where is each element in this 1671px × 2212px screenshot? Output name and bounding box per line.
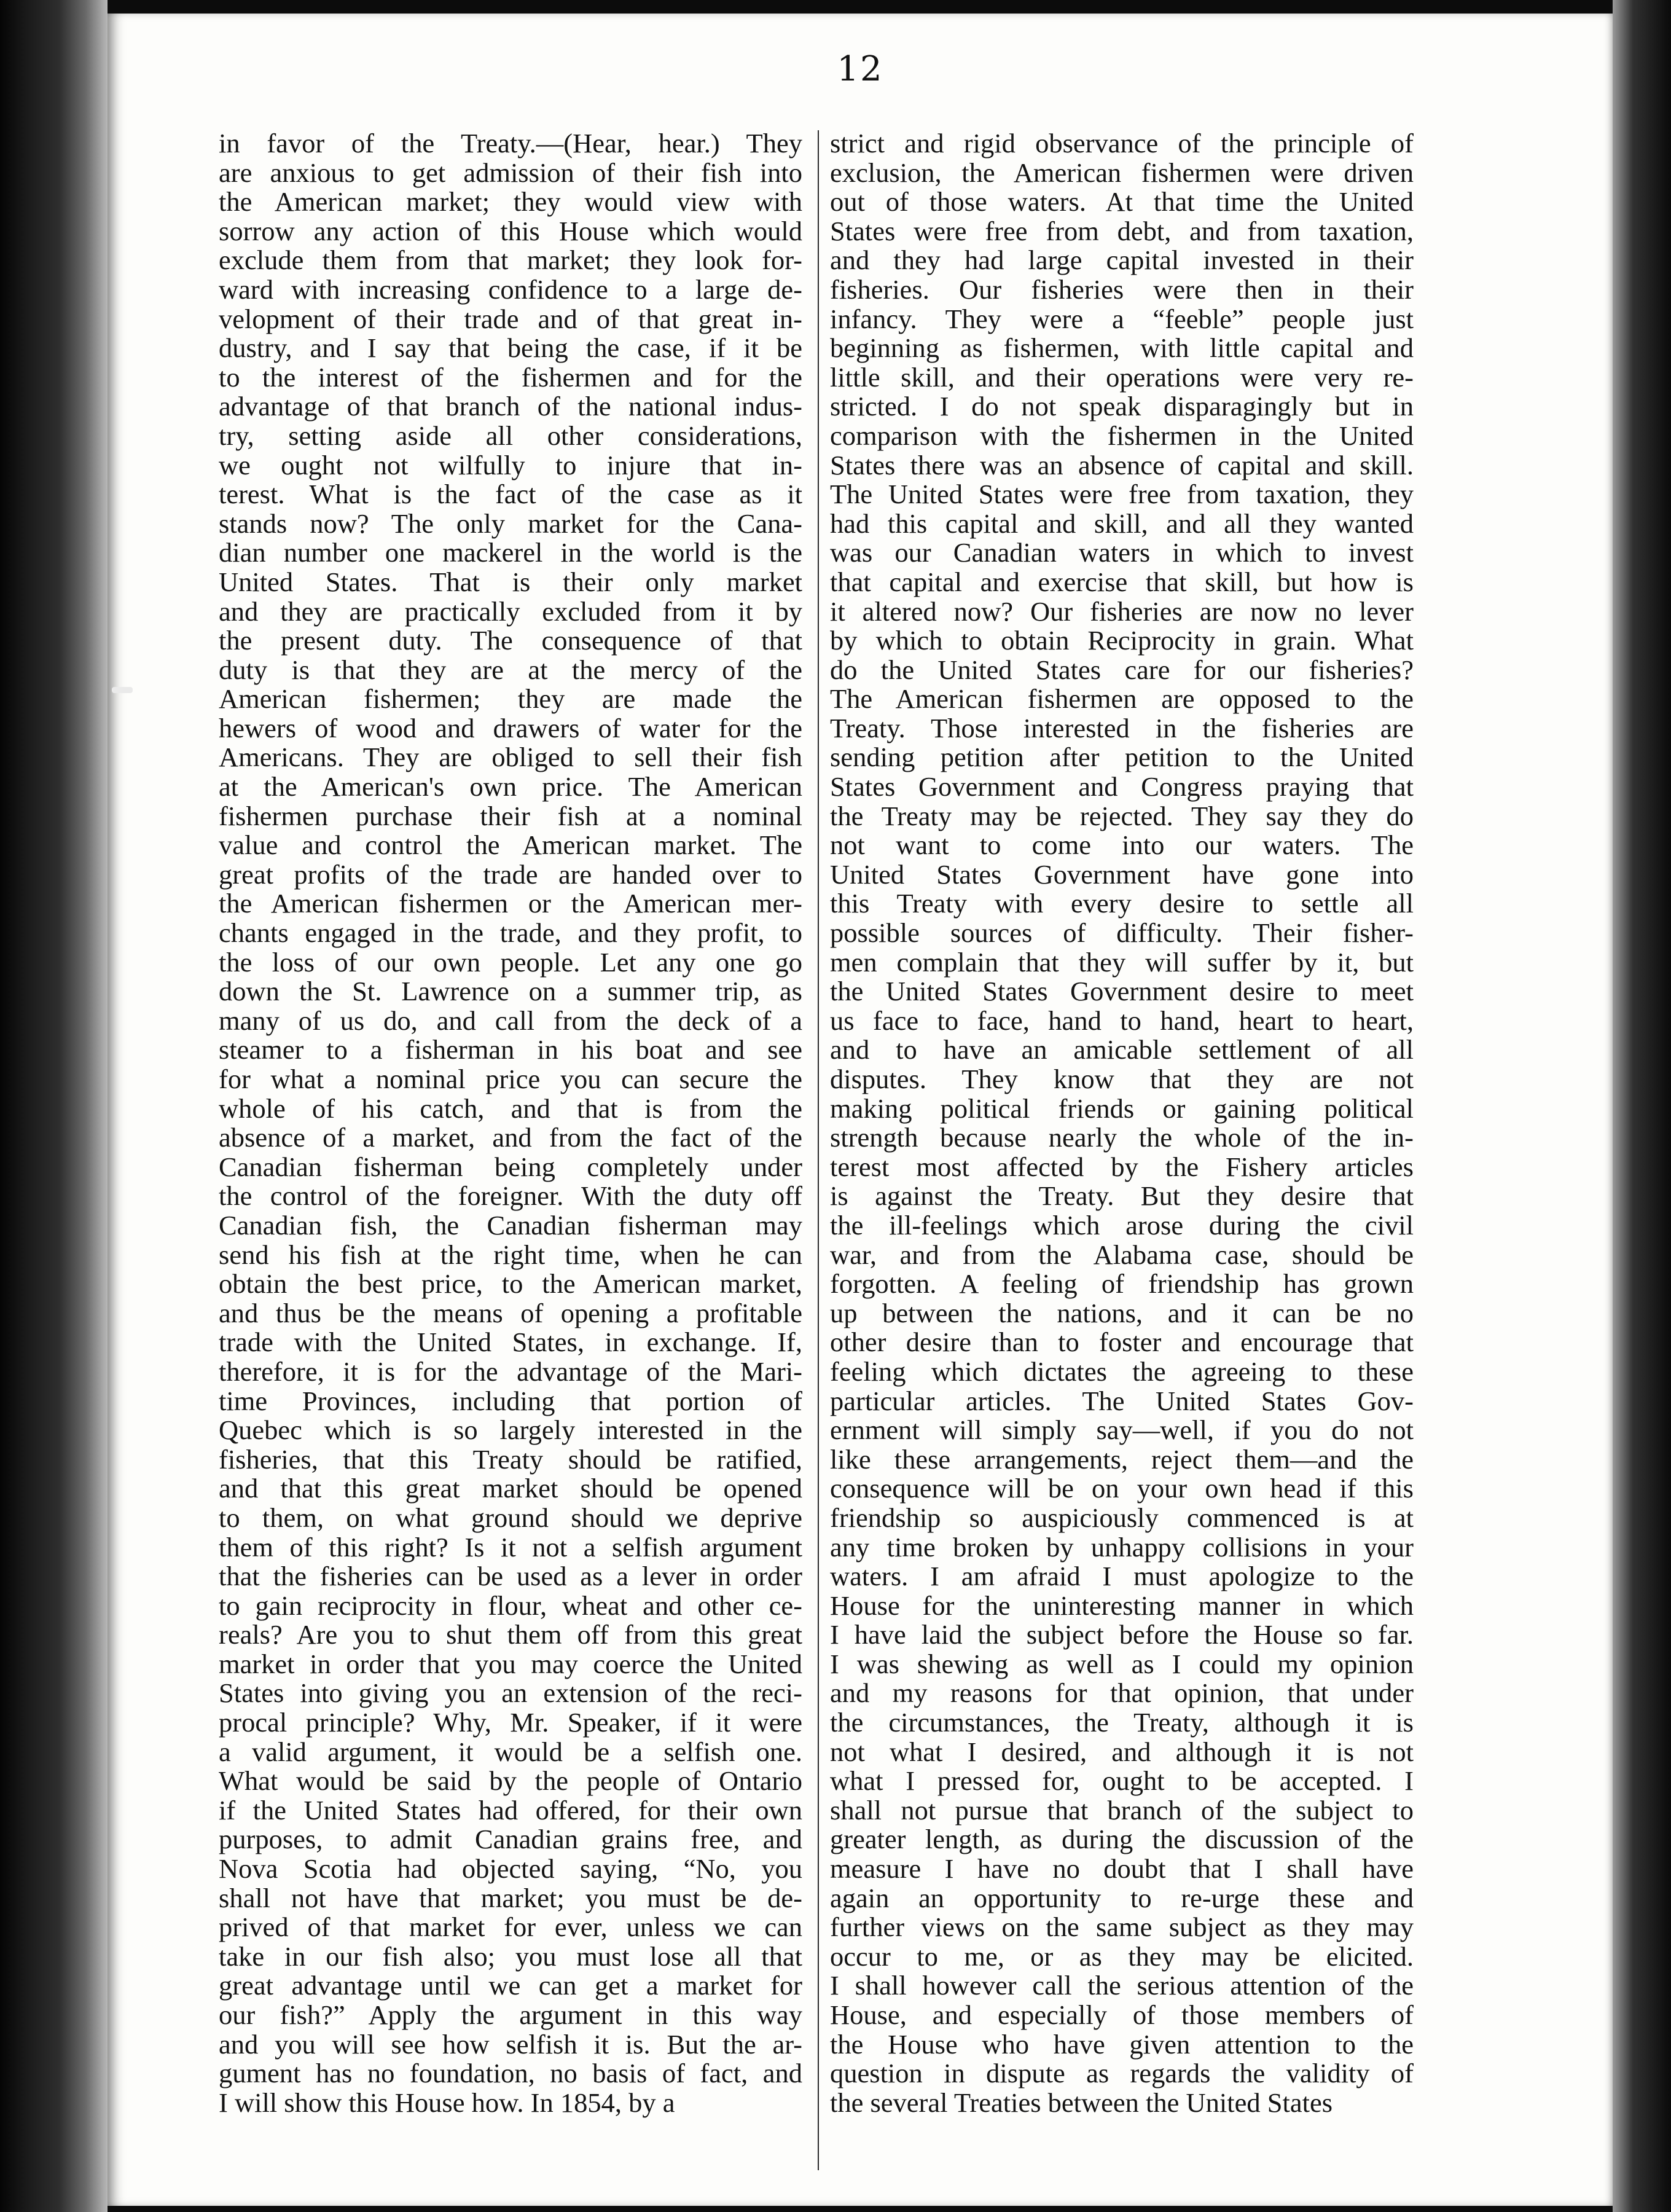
text-line: chants engaged in the trade, and they profit, to	[219, 917, 802, 949]
text-line: exclusion, the American fishermen were driven	[830, 157, 1414, 188]
text-line: men complain that they will suffer by it, but	[830, 946, 1414, 978]
text-line: like these arrangements, reject them—and the	[830, 1443, 1414, 1475]
text-line: sorrow any action of this House which would	[219, 215, 802, 246]
text-line: procal principle? Why, Mr. Speaker, if it were	[219, 1707, 802, 1738]
text-line: particular articles. The United States Gov-	[830, 1385, 1414, 1416]
text-line: take in our fish also; you must lose all that	[219, 1940, 802, 1972]
text-line: exclude them from that market; they look for-	[219, 245, 802, 276]
text-line: that the fisheries can be used as a lever in order	[219, 1561, 802, 1592]
text-line: friendship so auspiciously commenced is at	[830, 1502, 1414, 1533]
text-line: feeling which dictates the agreeing to these	[830, 1355, 1414, 1387]
text-line: absence of a market, and from the fact of the	[219, 1122, 802, 1153]
text-line: and thus be the means of opening a profitable	[219, 1297, 802, 1328]
text-line: fisheries, that this Treaty should be ratified,	[219, 1443, 802, 1475]
text-line: waters. I am afraid I must apologize to the	[830, 1561, 1414, 1592]
text-line: other desire than to foster and encourage that	[830, 1327, 1414, 1358]
text-line: do the United States care for our fisheries?	[830, 654, 1414, 685]
text-line: United States. That is their only market	[219, 566, 802, 597]
text-line: we ought not wilfully to injure that in-	[219, 449, 802, 480]
text-line: and my reasons for that opinion, that under	[830, 1677, 1414, 1709]
text-line: and that this great market should be opened	[219, 1473, 802, 1504]
text-line: ernment will simply say—well, if you do not	[830, 1414, 1414, 1446]
text-line: send his fish at the right time, when he can	[219, 1239, 802, 1270]
text-line: the United States Government desire to meet	[830, 976, 1414, 1007]
text-line: States were free from debt, and from taxation,	[830, 215, 1414, 246]
text-line: them of this right? Is it not a selfish argument	[219, 1531, 802, 1563]
text-line: The United States were free from taxation, they	[830, 479, 1414, 510]
text-line: I will show this House how. In 1854, by a	[219, 2087, 675, 2118]
text-line: any time broken by unhappy collisions in your	[830, 1531, 1414, 1563]
text-line: the circumstances, the Treaty, although it is	[830, 1707, 1414, 1738]
text-line: hewers of wood and drawers of water for the	[219, 712, 802, 743]
text-line: and they are practically excluded from it by	[219, 595, 802, 627]
text-line: the several Treaties between the United States	[830, 2087, 1333, 2118]
text-line: measure I have no doubt that I shall have	[830, 1853, 1414, 1885]
text-line: I have laid the subject before the House so far.	[830, 1619, 1414, 1650]
text-line: terest. What is the fact of the case as it	[219, 479, 802, 510]
text-line: many of us do, and call from the deck of a	[219, 1005, 802, 1036]
text-line: to them, on what ground should we deprive	[219, 1502, 802, 1533]
text-line: again an opportunity to re-urge these and	[830, 1882, 1414, 1913]
text-line: consequence will be on your own head if this	[830, 1473, 1414, 1504]
text-line: and they had large capital invested in their	[830, 245, 1414, 276]
text-line: in favor of the Treaty.—(Hear, hear.) They	[219, 129, 802, 159]
text-line: possible sources of difficulty. Their fisher-	[830, 917, 1414, 949]
text-line: the American fishermen or the American mer-	[219, 888, 802, 919]
text-line: great advantage until we can get a market for	[219, 1970, 802, 2001]
text-line: occur to me, or as they may be elicited.	[830, 1940, 1414, 1972]
text-line: disputes. They know that they are not	[830, 1064, 1414, 1094]
text-line: this Treaty with every desire to settle all	[830, 888, 1414, 919]
text-line: to gain reciprocity in flour, wheat and other ce-	[219, 1590, 802, 1621]
text-line: market in order that you may coerce the United	[219, 1648, 802, 1679]
text-line: reals? Are you to shut them off from this great	[219, 1619, 802, 1650]
text-line: question in dispute as regards the validity of	[830, 2058, 1414, 2089]
text-line: up between the nations, and it can be no	[830, 1297, 1414, 1328]
text-line: and to have an amicable settlement of all	[830, 1034, 1414, 1065]
left-column	[219, 129, 802, 2175]
page-number: 12	[837, 49, 883, 89]
column-divider	[818, 130, 819, 2170]
text-line: at the American's own price. The American	[219, 771, 802, 802]
text-line: is against the Treaty. But they desire that	[830, 1180, 1414, 1212]
text-line: our fish?” Apply the argument in this way	[219, 1999, 802, 2030]
text-line: forgotten. A feeling of friendship has grown	[830, 1268, 1414, 1300]
text-line: the House who have given attention to the	[830, 2028, 1414, 2060]
text-line: House, and especially of those members of	[830, 1999, 1414, 2030]
text-line: Nova Scotia had objected saying, “No, you	[219, 1853, 802, 1885]
text-line: infancy. They were a “feeble” people just	[830, 303, 1414, 334]
text-line: gument has no foundation, no basis of fact, and	[219, 2058, 802, 2089]
text-line: if the United States had offered, for their own	[219, 1794, 802, 1826]
text-line: States Government and Congress praying that	[830, 771, 1414, 802]
text-line: whole of his catch, and that is from the	[219, 1092, 802, 1124]
text-line: further views on the same subject as they may	[830, 1912, 1414, 1943]
text-line: greater length, as during the discussion of the	[830, 1824, 1414, 1855]
text-line: velopment of their trade and of that great in-	[219, 303, 802, 334]
text-line: the ill-feelings which arose during the civil	[830, 1209, 1414, 1241]
text-line: I was shewing as well as I could my opinion	[830, 1648, 1414, 1679]
text-line: What would be said by the people of Ontario	[219, 1765, 802, 1797]
text-line: war, and from the Alabama case, should be	[830, 1239, 1414, 1270]
text-line: value and control the American market. The	[219, 830, 802, 861]
text-line: obtain the best price, to the American market,	[219, 1268, 802, 1300]
text-line: strength because nearly the whole of the in-	[830, 1122, 1414, 1153]
text-line: Canadian fish, the Canadian fisherman may	[219, 1209, 802, 1241]
text-line: not what I desired, and although it is not	[830, 1736, 1414, 1767]
text-line: great profits of the trade are handed over to	[219, 858, 802, 890]
text-line: down the St. Lawrence on a summer trip, as	[219, 976, 802, 1007]
text-line: prived of that market for ever, unless we can	[219, 1912, 802, 1943]
text-line: making political friends or gaining political	[830, 1092, 1414, 1124]
text-line: are anxious to get admission of their fish into	[219, 157, 802, 188]
text-line: that capital and exercise that skill, but how is	[830, 566, 1414, 597]
text-line: the American market; they would view with	[219, 186, 802, 218]
text-line: therefore, it is for the advantage of the Mari-	[219, 1355, 802, 1387]
text-line: shall not have that market; you must be de-	[219, 1882, 802, 1913]
scan-left-border	[0, 0, 108, 2212]
text-line: steamer to a fisherman in his boat and see	[219, 1034, 802, 1065]
right-column	[830, 129, 1414, 2175]
text-line: out of those waters. At that time the United	[830, 186, 1414, 218]
text-line: the loss of our own people. Let any one go	[219, 946, 802, 978]
text-line: strict and rigid observance of the principle of	[830, 129, 1414, 159]
scan-artifact	[112, 687, 133, 693]
text-line: States there was an absence of capital and skill.	[830, 449, 1414, 480]
text-line: little skill, and their operations were very re-	[830, 361, 1414, 393]
text-line: duty is that they are at the mercy of the	[219, 654, 802, 685]
text-line: stricted. I do not speak disparagingly but in	[830, 391, 1414, 422]
text-line: purposes, to admit Canadian grains free, and	[219, 1824, 802, 1855]
text-line: and you will see how selfish it is. But the ar-	[219, 2028, 802, 2060]
text-line: terest most affected by the Fishery articles	[830, 1151, 1414, 1182]
text-line: Quebec which is so largely interested in the	[219, 1414, 802, 1446]
text-line: was our Canadian waters in which to invest	[830, 537, 1414, 568]
text-line: trade with the United States, in exchange. If,	[219, 1327, 802, 1358]
text-line: try, setting aside all other considerations,	[219, 420, 802, 451]
text-line: Canadian fisherman being completely under	[219, 1151, 802, 1182]
text-line: dustry, and I say that being the case, if it be	[219, 332, 802, 364]
text-line: shall not pursue that branch of the subject to	[830, 1794, 1414, 1826]
text-line: House for the uninteresting manner in which	[830, 1590, 1414, 1621]
text-line: States into giving you an extension of the reci-	[219, 1677, 802, 1709]
text-line: to the interest of the fishermen and for the	[219, 361, 802, 393]
text-line: the Treaty may be rejected. They say they do	[830, 800, 1414, 831]
text-line: it altered now? Our fisheries are now no lever	[830, 595, 1414, 627]
text-line: stands now? The only market for the Cana-	[219, 508, 802, 539]
text-line: Treaty. Those interested in the fisheries are	[830, 712, 1414, 743]
text-line: the present duty. The consequence of that	[219, 625, 802, 656]
scan-right-border	[1613, 0, 1671, 2212]
text-line: American fishermen; they are made the	[219, 683, 802, 715]
text-line: had this capital and skill, and all they wanted	[830, 508, 1414, 539]
text-line: beginning as fishermen, with little capital and	[830, 332, 1414, 364]
text-line: us face to face, hand to hand, heart to heart,	[830, 1005, 1414, 1036]
text-line: time Provinces, including that portion of	[219, 1385, 802, 1416]
text-line: I shall however call the serious attention of the	[830, 1970, 1414, 2001]
text-line: United States Government have gone into	[830, 858, 1414, 890]
text-line: advantage of that branch of the national indus-	[219, 391, 802, 422]
document-page	[108, 14, 1613, 2206]
text-line: what I pressed for, ought to be accepted. I	[830, 1765, 1414, 1797]
text-line: the control of the foreigner. With the duty off	[219, 1180, 802, 1212]
text-line: dian number one mackerel in the world is the	[219, 537, 802, 568]
text-line: a valid argument, it would be a selfish one.	[219, 1736, 802, 1767]
text-line: not want to come into our waters. The	[830, 830, 1414, 861]
text-line: ward with increasing confidence to a large de-	[219, 273, 802, 305]
text-line: by which to obtain Reciprocity in grain. What	[830, 625, 1414, 656]
text-line: fisheries. Our fisheries were then in their	[830, 273, 1414, 305]
text-line: Americans. They are obliged to sell their fish	[219, 742, 802, 773]
text-line: for what a nominal price you can secure the	[219, 1064, 802, 1094]
text-line: sending petition after petition to the United	[830, 742, 1414, 773]
text-line: The American fishermen are opposed to the	[830, 683, 1414, 715]
text-line: comparison with the fishermen in the United	[830, 420, 1414, 451]
text-line: fishermen purchase their fish at a nominal	[219, 800, 802, 831]
